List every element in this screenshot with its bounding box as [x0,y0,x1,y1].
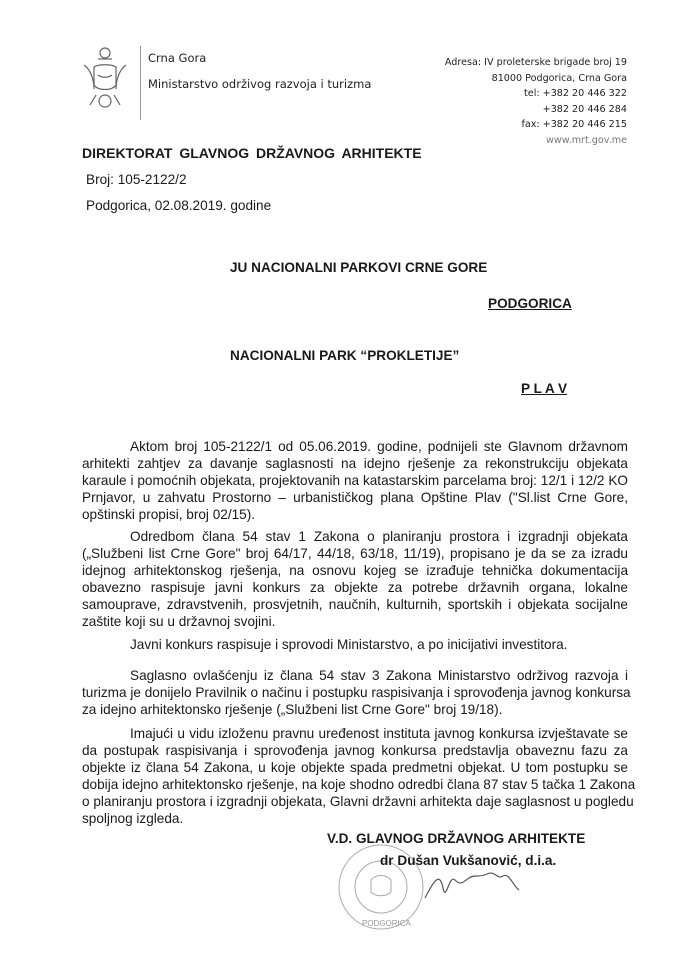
header-divider [140,46,141,120]
text-line: arhitekti zahtjev za davanje saglasnosti na idejno rješenje za rekonstrukciju objekata [82,456,628,471]
ministry-name: Ministarstvo održivog razvoja i turizma [148,77,372,91]
body-paragraph [82,438,628,523]
text-line: da postupak raspisivanja i sprovođenja javnog konkursa predstavlja obaveznu fazu za [82,743,628,758]
text-line: za idejno arhitektonsko rješenje („Službeni list Crne Gore" broj 19/18). [82,702,503,717]
website-link[interactable]: www.mrt.gov.me [546,134,627,146]
directorate-title: DIREKTORAT GLAVNOG DRŽAVNOG ARHITEKTE [82,145,422,161]
handwritten-signature [420,868,530,908]
text-line: zaštite koji su u državnoj svojini. [82,614,276,629]
text-line: Aktom broj 105-2122/1 od 05.06.2019. godine, podnijeli ste Glavnom državnom [130,439,628,454]
address-line: Adresa: IV proleterske brigade broj 19 [444,57,627,68]
text-line: karaule i pomoćnih objekata, projektovanih na katastarskim parcelama broj: 12/1 i 12/2 KO [82,473,628,488]
text-line: Odredbom člana 54 stav 1 Zakona o planiranju prostora i izgradnji objekata [130,529,628,544]
phone-line: tel: +382 20 446 322 [524,88,627,100]
text-line: dobija idejno arhitektonsko rješenje, na koje shodno odredbi člana 87 stav 5 tačka 1 Zakona [82,777,636,792]
recipient-org: JU NACIONALNI PARKOVI CRNE GORE [230,260,488,275]
recipient-city: PODGORICA [488,296,572,311]
svg-text:PODGORICA: PODGORICA [362,919,411,928]
signatory-name: dr Dušan Vukšanović, d.i.a. [380,853,557,868]
text-line: objekte iz člana 54 Zakona, u koje objekte spada predmetni objekat. U tom postupku se [82,760,628,775]
body-paragraph [82,528,628,630]
text-line: turizma je donijelo Pravilnik o načinu i postupku raspisivanja i sprovođenja javnog konkursa [82,685,631,700]
text-line: samouprave, zdravstvenih, prosvjetnih, naučnih, kulturnih, sportskih i objekata socijalne [82,597,628,612]
text-line: Imajući u vidu izloženu pravnu uređenost instituta javnog konkursa izvještavate se [130,726,628,741]
signatory-title: V.D. GLAVNOG DRŽAVNOG ARHITEKTE [327,831,586,846]
text-line: Prnjavor, u zahvatu Prostorno – urbanističkog plana Opštine Plav ("Sl.list Crne Gore, [82,490,628,505]
body-paragraph [82,636,628,653]
text-line: opštinski propisi, broj 02/15). [82,507,256,522]
body-paragraph [82,725,636,827]
place-date: Podgorica, 02.08.2019. godine [86,198,272,213]
country-name: Crna Gora [148,51,207,65]
recipient-unit-city: P L A V [521,381,568,396]
fax-line: fax: +382 20 446 215 [521,119,627,131]
coat-of-arms-logo [78,45,132,113]
text-line: obavezno raspisuje javni konkurs za objekte za potrebe državnih organa, lokalne [82,580,628,595]
body-paragraph [82,667,631,718]
text-line: idejnog arhitektonskog rješenja, na osnovu kojeg se izrađuje tehnička dokumentacija [82,563,628,578]
text-line: o planiranju prostora i izgradnji objekata, Glavni državni arhitekta daje saglasnost u pogledu [82,794,634,809]
recipient-unit: NACIONALNI PARK “PROKLETIJE” [230,348,460,363]
phone-line: +382 20 446 284 [542,103,627,115]
text-line: Saglasno ovlašćenju iz člana 54 stav 3 Zakona Ministarstvo održivog razvoja i [130,668,628,683]
text-line: („Službeni list Crne Gore" broj 64/17, 44/18, 63/18, 11/19), propisano je da se za izradu [82,546,628,561]
contact-address [445,55,627,149]
address-line: 81000 Podgorica, Crna Gora [491,72,627,84]
reference-number: Broj: 105-2122/2 [86,172,187,187]
text-line: Javni konkurs raspisuje i sprovodi Ministarstvo, a po inicijativi investitora. [130,637,568,652]
text-line: spoljnog izgleda. [82,811,184,826]
